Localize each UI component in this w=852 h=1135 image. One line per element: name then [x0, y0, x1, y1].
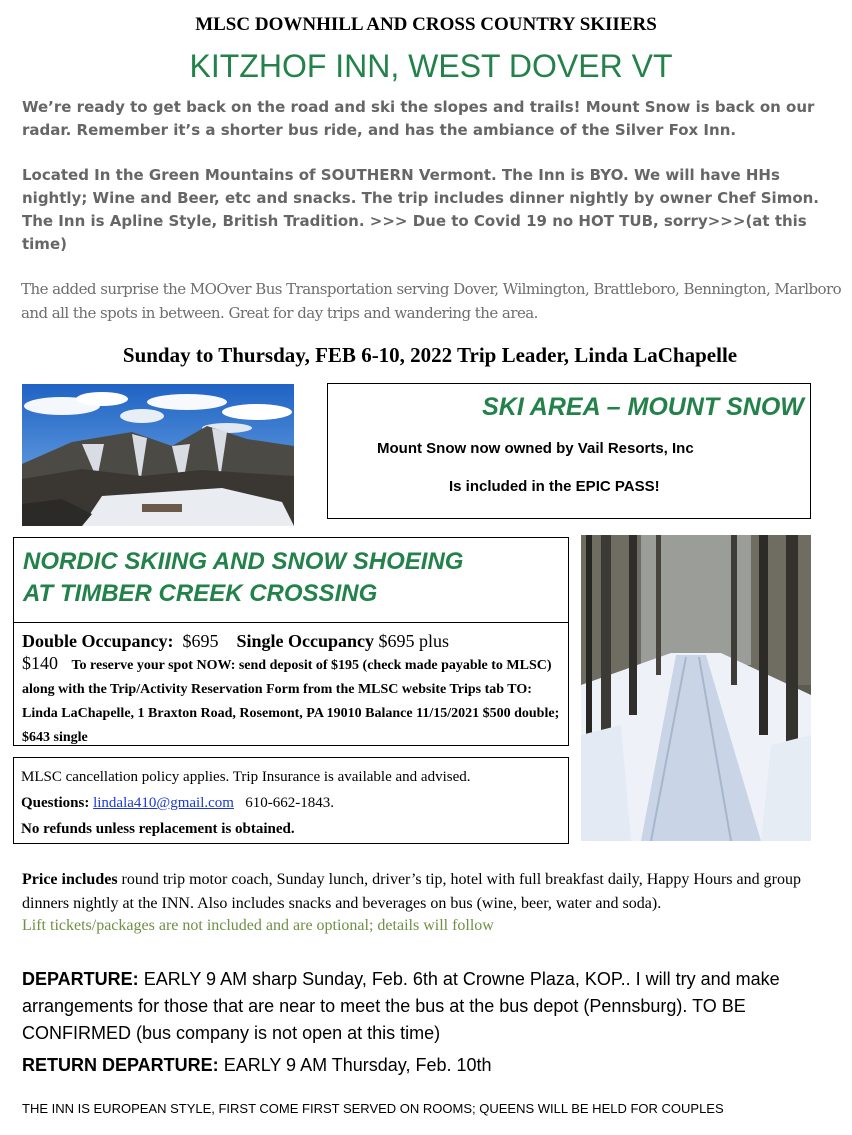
departure-text: EARLY 9 AM sharp Sunday, Feb. 6th at Crowne Plaza, KOP.. I will try and make arrangements for those that are near to meet the bus at the bus depot (Pennsburg). TO BE CONFIRMED (bus company is not open at this time) — [22, 969, 780, 1043]
policy-text — [21, 764, 565, 842]
reservation-instructions: To reserve your spot NOW: send deposit of $195 (check made payable to MLSC) along with the Trip/Activity Reservation Form from the MLSC website Trips tab TO: Linda LaChapelle, 1 Braxton Road, Rosemont, PA 19010 Balance 11/15/2021 $500 double; $643 single — [22, 658, 560, 745]
club-title: MLSC DOWNHILL AND CROSS COUNTRY SKIIERS — [195, 14, 657, 35]
single-occupancy-label: Single Occupancy — [236, 631, 375, 651]
mount-snow-photo-image — [22, 384, 294, 526]
pricing-box — [13, 622, 569, 746]
rooms-note: THE INN IS EUROPEAN STYLE, FIRST COME FIRST SERVED ON ROOMS; QUEENS WILL BE HELD FOR COUPLES — [22, 1101, 724, 1116]
price-includes — [22, 868, 842, 916]
trip-dates-heading: Sunday to Thursday, FEB 6-10, 2022 Trip Leader, Linda LaChapelle — [122, 343, 738, 367]
inn-details-paragraph: Located In the Green Mountains of SOUTHERN Vermont. The Inn is BYO. We will have HHs nightly; Wine and Beer, etc and snacks. The trip includes dinner nightly by owner Chef Simon. The Inn is Apline Style, British Tradition. >>> Due to Covid 19 no HOT TUB, sorry>>>(at this time) — [22, 166, 820, 253]
single-occupancy-price: $695 plus — [378, 631, 450, 651]
return-info — [22, 1052, 842, 1079]
nordic-heading-line-2: AT TIMBER CREEK CROSSING — [23, 580, 378, 607]
nordic-heading-line-1: NORDIC SKIING AND SNOW SHOEING — [23, 548, 464, 575]
return-text: EARLY 9 AM Thursday, Feb. 10th — [223, 1055, 492, 1075]
phone-number: 610-662-1843. — [245, 795, 334, 811]
mount-snow-photo — [22, 384, 294, 526]
single-occupancy-extra: $140 — [22, 653, 58, 673]
policy-box — [13, 757, 569, 844]
price-includes-label: Price includes — [22, 871, 118, 888]
intro-paragraph: We’re ready to get back on the road and ski the slopes and trails! Mount Snow is back on our radar. Remember it’s a shorter bus ride, and has the ambiance of the Silver Fox Inn. — [22, 98, 815, 139]
nordic-trail-photo-image — [581, 535, 811, 841]
email-link[interactable]: lindala410@gmail.com — [93, 795, 234, 811]
cancellation-policy: MLSC cancellation policy applies. Trip Insurance is available and advised. — [21, 769, 471, 785]
lift-tickets-note: Lift tickets/packages are not included and are optional; details will follow — [22, 917, 494, 934]
departure-info — [22, 966, 842, 1047]
ski-area-heading: SKI AREA – MOUNT SNOW — [482, 393, 804, 421]
refund-policy: No refunds unless replacement is obtained. — [21, 821, 295, 837]
moover-paragraph: The added surprise the MOOver Bus Transportation serving Dover, Wilmington, Brattleboro, Bennington, Marlboro and all the spots in between. Great for day trips and wandering the area. — [21, 280, 842, 322]
epic-pass-note: Is included in the EPIC PASS! — [449, 478, 660, 495]
departure-label: DEPARTURE: — [22, 969, 139, 989]
nordic-trail-photo — [581, 535, 811, 841]
questions-line — [21, 790, 565, 816]
double-occupancy-label: Double Occupancy: — [22, 631, 174, 651]
return-label: RETURN DEPARTURE: — [22, 1055, 219, 1075]
price-includes-text: round trip motor coach, Sunday lunch, driver’s tip, hotel with full breakfast daily, Happy Hours and group dinners nightly at the INN. Also includes snacks and beverages on bus (wine, beer, water and soda). — [22, 871, 801, 912]
nordic-heading — [23, 546, 463, 610]
ski-area-owner: Mount Snow now owned by Vail Resorts, Inc — [377, 440, 694, 457]
ski-area-box — [327, 383, 811, 519]
nordic-box — [13, 537, 569, 623]
inn-title: KITZHOF INN, WEST DOVER VT — [189, 48, 673, 84]
double-occupancy-price: $695 — [182, 631, 219, 651]
questions-label: Questions: — [21, 795, 90, 811]
pricing-text — [22, 630, 566, 748]
